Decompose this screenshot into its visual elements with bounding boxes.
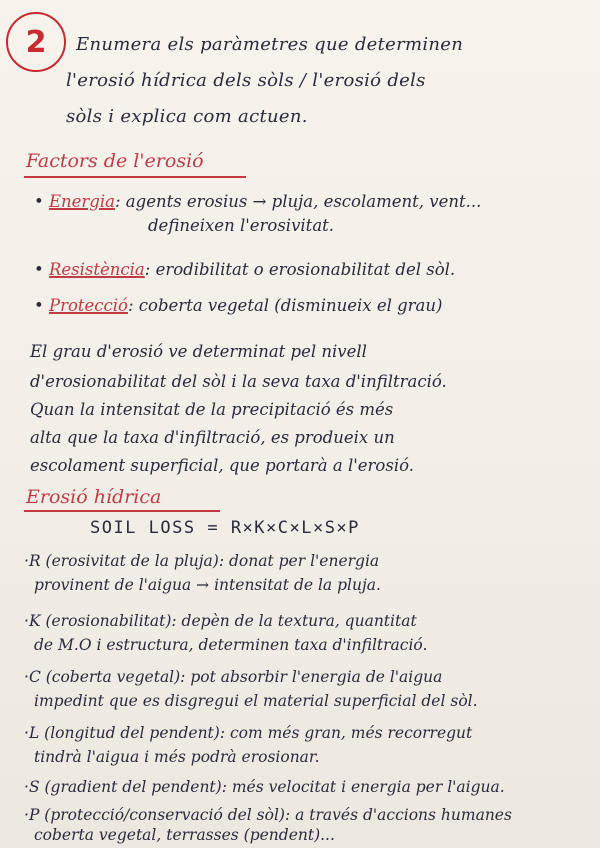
paragraph-line-1: El grau d'erosió ve determinat pel nivell — [30, 342, 367, 361]
section-heading-factors: Factors de l'erosió — [26, 150, 204, 172]
bullet-text: : coberta vegetal (disminueix el grau) — [128, 296, 443, 315]
factor-s-line1: ·S (gradient del pendent): més velocitat i energia per l'aigua. — [24, 778, 505, 796]
question-line-3: sòls i explica com actuen. — [66, 106, 308, 127]
factor-text: K (erosionabilitat): depèn de la textura, quantitat — [28, 612, 417, 630]
bullet-resistencia: • Resistència: erodibilitat o erosionabilitat del sòl. — [34, 260, 456, 279]
factor-k-line2: de M.O i estructura, determinen taxa d'infiltració. — [34, 636, 428, 654]
soil-loss-formula: SOIL LOSS = R×K×C×L×S×P — [90, 518, 360, 538]
factor-l-line1: ·L (longitud del pendent): com més gran, més recorregut — [24, 724, 473, 742]
bullet-text: : agents erosius → pluja, escolament, vent... — [114, 192, 482, 211]
paragraph-line-3: Quan la intensitat de la precipitació és més — [30, 400, 394, 419]
bullet-energia-cont: defineixen l'erosivitat. — [148, 216, 335, 235]
factor-text: P (protecció/conservació del sòl): a través d'accions humanes — [28, 806, 512, 824]
factor-p-line1: ·P (protecció/conservació del sòl): a través d'accions humanes — [24, 806, 512, 824]
factor-c-line2: impedint que es disgregui el material superficial del sòl. — [34, 692, 478, 710]
section-heading-erosio-hidrica: Erosió hídrica — [26, 486, 162, 508]
factor-r-line2: provinent de l'aigua → intensitat de la pluja. — [34, 576, 381, 594]
bullet-text: : erodibilitat o erosionabilitat del sòl. — [144, 260, 456, 279]
question-number-circle: 2 — [6, 12, 66, 72]
bullet-term: Resistència — [48, 260, 145, 279]
factor-text: S (gradient del pendent): més velocitat i energia per l'aigua. — [28, 778, 505, 796]
paragraph-line-5: escolament superficial, que portarà a l'erosió. — [30, 456, 415, 475]
heading-underline — [24, 176, 246, 178]
bullet-term: Protecció — [48, 296, 128, 315]
heading-underline — [24, 510, 220, 512]
factor-k-line1: ·K (erosionabilitat): depèn de la textura, quantitat — [24, 612, 417, 630]
factor-p-line2: coberta vegetal, terrasses (pendent)... — [34, 826, 335, 844]
question-line-1: Enumera els paràmetres que determinen — [76, 34, 464, 55]
factor-r-line1: ·R (erosivitat de la pluja): donat per l'energia — [24, 552, 380, 570]
bullet-energia: • Energia: agents erosius → pluja, escolament, vent... — [34, 192, 482, 211]
bullet-proteccio: • Protecció: coberta vegetal (disminueix el grau) — [34, 296, 443, 315]
paragraph-line-2: d'erosionabilitat del sòl i la seva taxa d'infiltració. — [30, 372, 447, 391]
factor-c-line1: ·C (coberta vegetal): pot absorbir l'energia de l'aigua — [24, 668, 443, 686]
factor-text: R (erosivitat de la pluja): donat per l'energia — [28, 552, 380, 570]
bullet-term: Energia — [48, 192, 115, 211]
factor-text: C (coberta vegetal): pot absorbir l'energia de l'aigua — [28, 668, 443, 686]
factor-l-line2: tindrà l'aigua i més podrà erosionar. — [34, 748, 320, 766]
question-line-2: l'erosió hídrica dels sòls / l'erosió dels — [66, 70, 426, 91]
factor-text: L (longitud del pendent): com més gran, més recorregut — [28, 724, 473, 742]
paragraph-line-4: alta que la taxa d'infiltració, es produeix un — [30, 428, 395, 447]
